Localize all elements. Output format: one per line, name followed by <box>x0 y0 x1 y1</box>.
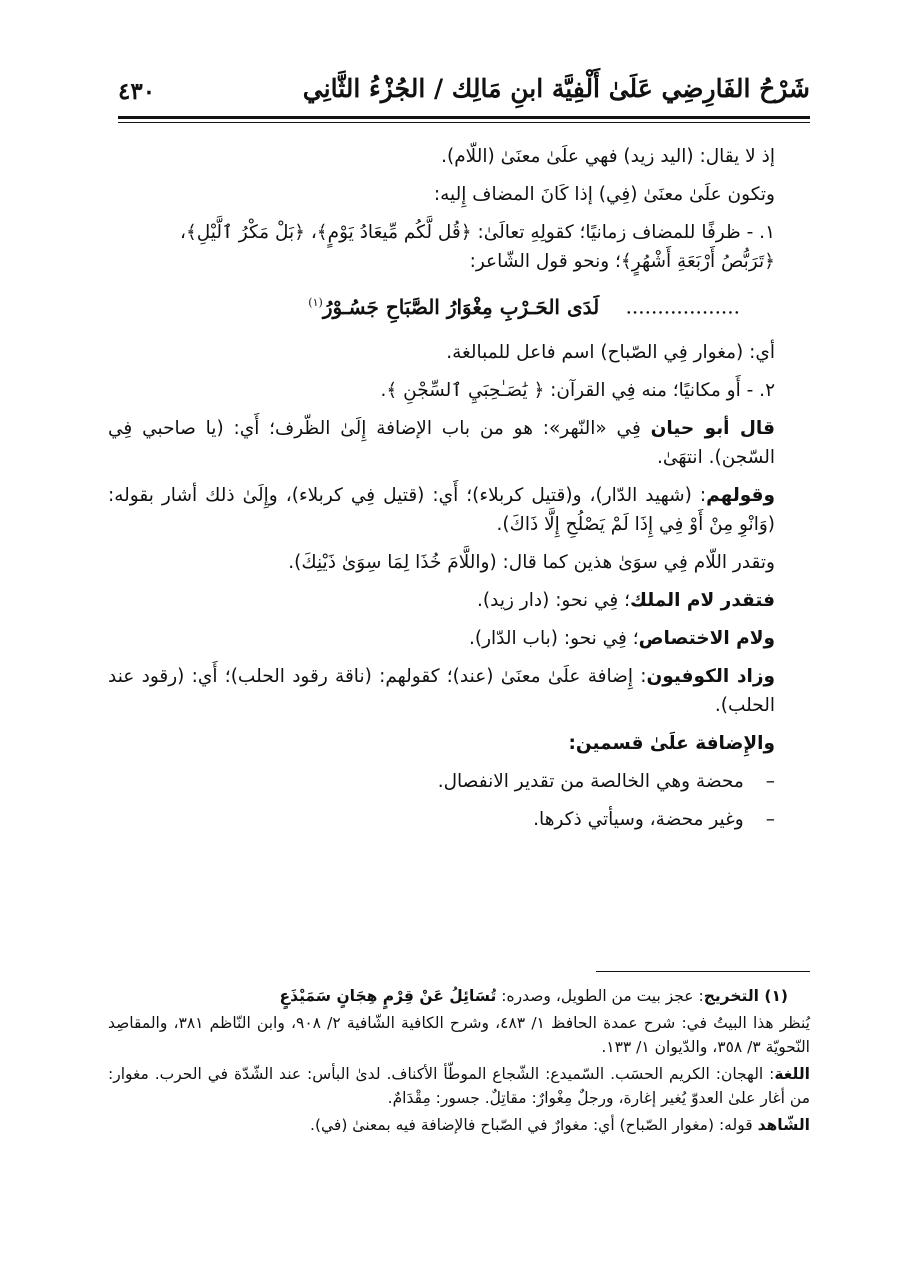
section-heading: والإِضافة علَىٰ قسمين: <box>568 732 775 754</box>
numbered-item-continuation: ﴿تَرَبُّصُ أَرْبَعَةِ أَشْهُرٍ﴾؛ ونحو قول الشّاعر: <box>469 251 775 272</box>
paragraph <box>108 624 810 653</box>
bold-lead: فتقدر لام الملك <box>629 589 775 611</box>
bold-lead: وقولهم <box>706 484 775 506</box>
bold-lead: ولام الاختصاص <box>638 627 775 649</box>
bold-lead: وزاد الكوفيون <box>646 665 775 687</box>
paragraph <box>108 586 810 615</box>
paragraph <box>108 662 810 720</box>
footnote-label: اللغة <box>774 1065 810 1083</box>
footnote <box>108 984 810 1008</box>
running-header <box>118 68 810 114</box>
header-rule-thin <box>118 122 810 123</box>
numbered-item <box>108 218 810 276</box>
dash-bullet: – <box>765 808 775 830</box>
paragraph: إذ لا يقال: (اليد زيد) فهي علَىٰ معنَىٰ (اللّام). <box>441 146 775 167</box>
bold-lead: قال أبو حيان <box>650 417 775 439</box>
footnote-text: : الهجان: الكريم الحسَب. السّميدع: الشّجاع الموطّأ الأكناف. لدىٰ البأس: عند الشّدّة في الحرب. مغوار: من أغار علىٰ العدوّ يُغير إغارة، ورجلٌ مِغْوارٌ: مقاتِلٌ. جسور: مِقْدَامٌ. <box>108 1065 810 1107</box>
footnote <box>108 1113 810 1137</box>
footnote-marker: (١) <box>308 296 323 309</box>
footnote: يُنظر هذا البيتُ في: شرح عمدة الحافظ ١/ ٤٨٣، وشرح الكافية الشّافية ٢/ ٩٠٨، وابن النّاظم ٣٨١، والمقاصِد النّحويّة ٣/ ٣٥٨، والدّيوان ١/ ١٣٣. <box>108 1014 811 1056</box>
paragraph <box>108 414 810 472</box>
paragraph: وتكون علَىٰ معنَىٰ (فِي) إذا كَانَ المضاف إِليه: <box>433 184 775 205</box>
header-title: شَرْحُ الفَارِضِي عَلَىٰ أَلْفِيَّة ابنِ مَالِك / الجُزْءُ الثَّانِي <box>302 74 810 103</box>
paragraph: وتقدر اللّام فِي سوَىٰ هذين كما قال: (واللَّامَ خُذَا لِمَا سِوَىٰ ذَيْنِكَ). <box>288 551 775 573</box>
footnote-verse: تُسَائِلُ عَنْ قِرْمٍ هِجَانٍ سَمَيْذَعٍ <box>279 987 497 1005</box>
footnote-text: : عجز بيت من الطويل، وصدره: <box>496 987 704 1005</box>
list-item <box>108 767 810 796</box>
paragraph-text: : إِضافة علَىٰ معنَىٰ (عند)؛ كقولهم: (ناقة رقود الحلب)؛ أَي: (رقود عند الحلب). <box>108 665 775 716</box>
dash-bullet: – <box>765 770 775 792</box>
paragraph <box>108 481 810 539</box>
footnote-label: (١) التخريج <box>703 987 788 1005</box>
page-number: ٤٣٠ <box>118 78 156 105</box>
footnote-text: قوله: (مغوار الصّباح) أي: مغوارٌ في الصّباح فالإضافة فيه بمعنىٰ (في). <box>310 1116 758 1134</box>
numbered-item-text: ١. - ظرفًا للمضاف زمانيًا؛ كقولِهِ تعالَىٰ: ﴿قُل لَّكُم مِّيعَادُ يَوْمٍ﴾، ﴿بَلْ مَكْرُ ٱلَّيْلِ﴾، <box>179 222 775 243</box>
footnotes <box>108 984 810 1140</box>
footnote-separator <box>596 971 810 972</box>
paragraph-text: فِي «النّهر»: هو من باب الإضافة إِلَىٰ الظّرف؛ أَي: (يا صاحبي فِي السّجن). انتهَىٰ. <box>108 417 775 468</box>
paragraph-text: ؛ فِي نحو: (دار زيد). <box>477 589 630 611</box>
list-item <box>108 805 810 834</box>
paragraph: أي: (مغوار فِي الصّباح) اسم فاعل للمبالغة. <box>446 341 775 363</box>
poetry-verse <box>108 288 810 322</box>
verse-text: لَدَى الحَـرْبِ مِغْوَارُ الصَّبَاحِ جَسُـوْرُ <box>322 294 600 319</box>
paragraph-text: ؛ فِي نحو: (باب الدّار). <box>469 627 639 649</box>
list-item-text: وغير محضة، وسيأتي ذكرها. <box>533 808 744 830</box>
main-text <box>108 142 810 843</box>
verse-ellipsis: .................. <box>625 294 740 319</box>
paragraph-text: : (شهيد الدّار)، و(قتيل كربلاء)؛ أَي: (قتيل فِي كربلاء)، وإِلَىٰ ذلك أشار بقوله: (وَانْوِ مِنْ أَوْ فِي إِذَا لَمْ يَصْلُحِ إِلَّا ذَاكَ). <box>108 484 775 535</box>
list-item-text: محضة وهي الخالصة من تقدير الانفصال. <box>437 770 744 792</box>
footnote-label: الشّاهد <box>757 1116 810 1134</box>
footnote <box>108 1062 810 1110</box>
numbered-item: ٢. - أَو مكانيًا؛ منه فِي القرآن: ﴿ يَٰصَـٰحِبَيِ ٱلسِّجْنِ ﴾. <box>380 379 775 401</box>
header-rule-thick <box>118 116 810 119</box>
